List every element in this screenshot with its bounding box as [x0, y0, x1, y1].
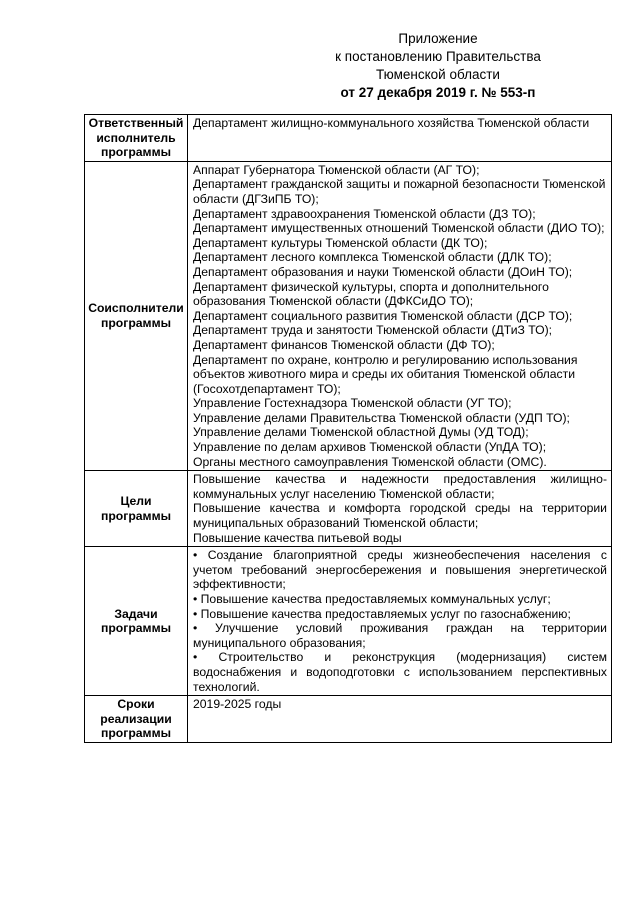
list-item: Департамент финансов Тюменской области (ДФ ТО); — [193, 337, 495, 352]
list-item: • Повышение качества предоставляемых услуг по газоснабжению; — [193, 606, 571, 621]
table-row — [85, 115, 612, 162]
row-label-coexecutors: Соисполнители программы — [85, 161, 188, 470]
list-item: Повышение качества и надежности предоставления жилищно-коммунальных услуг населению Тюменской области; — [193, 472, 607, 501]
list-item: • Создание благоприятной среды жизнеобеспечения населения с учетом требований энергосбережения и повышения энергетической эффективности; — [193, 548, 607, 592]
header-appendix: Приложение — [398, 31, 478, 46]
list-item: • Улучшение условий проживания граждан на территории муниципального образования; — [193, 621, 607, 650]
list-item: Департамент физической культуры, спорта и дополнительного образования Тюменской области (ДФКСиДО ТО); — [193, 279, 549, 309]
row-content-tasks — [188, 547, 612, 696]
program-passport-table — [84, 114, 612, 743]
header-date-number: от 27 декабря 2019 г. № 553-п — [340, 85, 536, 100]
list-item: Департамент по охране, контролю и регулированию использования объектов животного мира и среды их обитания Тюменской области (Госохотдепартамент ТО); — [193, 352, 578, 396]
list-item: Органы местного самоуправления Тюменской области (ОМС). — [193, 454, 547, 469]
list-item: Департамент образования и науки Тюменской области (ДОиН ТО); — [193, 264, 573, 279]
list-item: Департамент жилищно-коммунального хозяйства Тюменской области — [193, 116, 590, 130]
list-item: Аппарат Губернатора Тюменской области (АГ ТО); — [193, 162, 480, 177]
list-item: Управление делами Тюменской областной Думы (УД ТОД); — [193, 425, 529, 440]
row-content-goals — [188, 471, 612, 547]
row-label-goals: Цели программы — [85, 471, 188, 547]
table-row — [85, 696, 612, 743]
list-item: Департамент труда и занятости Тюменской области (ДТиЗ ТО); — [193, 323, 553, 338]
list-item: Управление делами Правительства Тюменской области (УДП ТО); — [193, 410, 570, 425]
list-item: Департамент лесного комплекса Тюменской области (ДЛК ТО); — [193, 250, 552, 265]
list-item: Управление по делам архивов Тюменской области (УпДА ТО); — [193, 440, 547, 455]
list-item: Управление Гостехнадзора Тюменской области (УГ ТО); — [193, 396, 512, 411]
list-item: Департамент здравоохранения Тюменской области (ДЗ ТО); — [193, 206, 536, 221]
list-item: Департамент социального развития Тюменской области (ДСР ТО); — [193, 308, 573, 323]
row-content-coexecutors — [188, 161, 612, 470]
table-row — [85, 161, 612, 470]
list-item: Департамент гражданской защиты и пожарной безопасности Тюменской области (ДГЗиПБ ТО); — [193, 177, 606, 206]
header-resolution: к постановлению Правительства — [335, 49, 541, 64]
row-content-responsible — [188, 115, 612, 162]
row-label-tasks: Задачи программы — [85, 547, 188, 696]
list-item: Повышение качества и комфорта городской среды на территории муниципальных образований Тюменской области; — [193, 501, 607, 531]
list-item: Повышение качества питьевой воды — [193, 530, 402, 545]
row-label-terms: Сроки реализации программы — [85, 696, 188, 743]
table-row — [85, 547, 612, 696]
list-item: Департамент культуры Тюменской области (ДК ТО); — [193, 235, 488, 250]
row-label-responsible: Ответственный исполнитель программы — [85, 115, 188, 162]
document-header — [288, 30, 588, 102]
list-item: • Строительство и реконструкция (модернизация) систем водоснабжения и водоподготовки с использованием перспективных технологий. — [193, 650, 607, 694]
list-item: 2019-2025 годы — [193, 697, 282, 712]
row-content-terms — [188, 696, 612, 743]
table-row — [85, 471, 612, 547]
header-region: Тюменской области — [376, 67, 500, 82]
list-item: • Повышение качества предоставляемых коммунальных услуг; — [193, 592, 551, 606]
list-item: Департамент имущественных отношений Тюменской области (ДИО ТО); — [193, 221, 605, 236]
